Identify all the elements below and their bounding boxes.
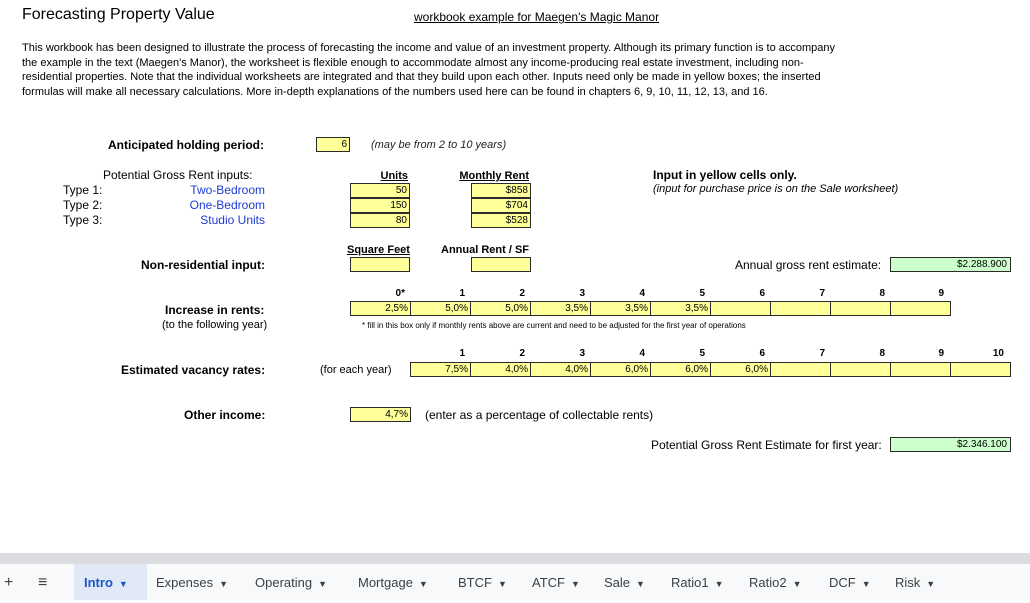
increase-year-header: 9	[938, 288, 944, 299]
increase-rate-input[interactable]	[710, 301, 771, 316]
units-type-2-input[interactable]: 150	[350, 198, 410, 213]
tab-dcf[interactable]	[819, 564, 881, 600]
tab-operating[interactable]	[245, 564, 337, 600]
tab-mortgage[interactable]	[348, 564, 438, 600]
chevron-down-icon[interactable]: ▼	[418, 579, 428, 589]
annual-rent-sf-input[interactable]	[471, 257, 531, 272]
tab-label: Intro	[84, 575, 113, 590]
type-3-label: Type 3:	[63, 213, 103, 227]
type-1-name: Two-Bedroom	[190, 183, 265, 197]
vacancy-year-header: 5	[699, 348, 705, 359]
chevron-down-icon[interactable]: ▼	[497, 579, 507, 589]
vacancy-year-header: 3	[579, 348, 585, 359]
tab-label: BTCF	[458, 575, 492, 590]
vacancy-note: (for each year)	[320, 364, 392, 376]
type-3-name: Studio Units	[200, 213, 265, 227]
vacancy-rate-input[interactable]	[890, 362, 951, 377]
increase-year-header: 1	[459, 288, 465, 299]
vacancy-year-header: 8	[879, 348, 885, 359]
tab-label: Operating	[255, 575, 313, 590]
holding-period-label: Anticipated holding period:	[108, 138, 264, 152]
vacancy-year-header: 4	[639, 348, 645, 359]
holding-period-note: (may be from 2 to 10 years)	[371, 139, 507, 151]
monthly-rent-header: Monthly Rent	[459, 170, 529, 182]
increase-year-header: 8	[879, 288, 885, 299]
vacancy-year-header: 10	[992, 348, 1004, 359]
vacancy-year-header: 1	[459, 348, 465, 359]
increase-year-header: 3	[579, 288, 585, 299]
all-sheets-menu-icon[interactable]: ≡	[38, 574, 48, 591]
other-income-input[interactable]: 4,7%	[350, 407, 411, 422]
description-text: This workbook has been designed to illustrate the process of forecasting the income and value of an investment property. Although its primary function is to accompany the example in the text (Maegen's Manor), the worksheet is flexible enough to accommodate almost any income-producing real estate investment, including non-residential properties. Note that the individual worksheets are integrated and that they build upon each other. Inputs need only be made in yellow boxes; the inserted formulas will make all necessary calculations. More in-depth explanations of the numbers used here can be found in chapters 6, 9, 10, 11, 12, 13, and 16.	[22, 42, 836, 98]
rent-type-2-input[interactable]: $704	[471, 198, 531, 213]
increase-rate-input[interactable]: 5,0%	[410, 301, 471, 316]
rent-type-3-input[interactable]: $528	[471, 213, 531, 228]
vacancy-rate-input[interactable]: 4,0%	[530, 362, 591, 377]
chevron-down-icon[interactable]: ▼	[861, 579, 871, 589]
holding-period-input[interactable]: 6	[316, 137, 350, 152]
units-type-1-input[interactable]: 50	[350, 183, 410, 198]
input-note-sub: (input for purchase price is on the Sale worksheet)	[653, 183, 899, 195]
chevron-down-icon[interactable]: ▼	[926, 579, 936, 589]
increase-year-header: 7	[819, 288, 825, 299]
tab-sale[interactable]	[594, 564, 655, 600]
pgr-estimate-label: Potential Gross Rent Estimate for first year:	[651, 438, 882, 452]
square-feet-header: Square Feet	[347, 244, 410, 256]
add-sheet-icon[interactable]: +	[4, 574, 14, 591]
annual-gross-rent-label: Annual gross rent estimate:	[735, 258, 882, 272]
increase-rate-input[interactable]	[890, 301, 951, 316]
increase-rate-input[interactable]: 3,5%	[530, 301, 591, 316]
page-subtitle: workbook example for Maegen's Magic Manor	[414, 10, 660, 24]
vacancy-rate-input[interactable]: 6,0%	[710, 362, 771, 377]
chevron-down-icon[interactable]: ▼	[219, 579, 229, 589]
chevron-down-icon[interactable]: ▼	[118, 579, 128, 589]
vacancy-rate-input[interactable]	[770, 362, 831, 377]
annual-gross-rent-value: $2.288.900	[890, 257, 1011, 272]
vacancy-rate-input[interactable]: 7,5%	[410, 362, 471, 377]
vacancy-year-header: 6	[759, 348, 765, 359]
increase-rate-input[interactable]: 3,5%	[650, 301, 711, 316]
units-type-3-input[interactable]: 80	[350, 213, 410, 228]
increase-year-header: 6	[759, 288, 765, 299]
increase-year-header: 5	[699, 288, 705, 299]
type-1-label: Type 1:	[63, 183, 103, 197]
vacancy-label: Estimated vacancy rates:	[121, 363, 266, 377]
tab-atcf[interactable]	[522, 564, 590, 600]
tab-ratio2[interactable]	[739, 564, 812, 600]
annual-rent-sf-header: Annual Rent / SF	[441, 244, 529, 256]
tab-expenses[interactable]	[146, 564, 238, 600]
increase-rate-input[interactable]: 3,5%	[590, 301, 651, 316]
nonres-label: Non-residential input:	[141, 258, 265, 272]
tab-label: Sale	[604, 575, 631, 590]
tab-label: Risk	[895, 575, 921, 590]
vacancy-rate-input[interactable]: 6,0%	[590, 362, 651, 377]
vacancy-year-header: 9	[938, 348, 944, 359]
increase-year-header: 2	[519, 288, 525, 299]
tab-intro[interactable]	[74, 564, 147, 600]
page-title: Forecasting Property Value	[22, 6, 215, 23]
pgr-estimate-value: $2.346.100	[890, 437, 1011, 452]
type-2-name: One-Bedroom	[189, 198, 265, 212]
increase-year-header: 4	[639, 288, 645, 299]
tab-btcf[interactable]	[448, 564, 517, 600]
square-feet-input[interactable]	[350, 257, 410, 272]
tab-label: Ratio1	[671, 575, 709, 590]
tab-label: Expenses	[156, 575, 214, 590]
increase-rate-input[interactable]: 2,5%	[350, 301, 411, 316]
increase-label: Increase in rents:	[165, 303, 265, 317]
increase-sublabel: (to the following year)	[162, 319, 268, 331]
increase-footnote: * fill in this box only if monthly rents above are current and need to be adjusted for the first year of operations	[362, 321, 746, 330]
rent-type-1-input[interactable]: $858	[471, 183, 531, 198]
increase-rate-input[interactable]: 5,0%	[470, 301, 531, 316]
input-note-title: Input in yellow cells only.	[653, 168, 797, 182]
vacancy-rate-input[interactable]: 6,0%	[650, 362, 711, 377]
chevron-down-icon[interactable]: ▼	[714, 579, 724, 589]
chevron-down-icon[interactable]: ▼	[636, 579, 645, 589]
rent-inputs-label: Potential Gross Rent inputs:	[103, 168, 253, 182]
chevron-down-icon[interactable]: ▼	[318, 579, 328, 589]
tab-label: ATCF	[532, 575, 565, 590]
vacancy-rate-input[interactable]: 4,0%	[470, 362, 531, 377]
tab-risk[interactable]	[885, 564, 945, 600]
chevron-down-icon[interactable]: ▼	[792, 579, 802, 589]
vacancy-rate-input[interactable]	[950, 362, 1011, 377]
tab-label: DCF	[829, 575, 856, 590]
chevron-down-icon[interactable]: ▼	[570, 579, 580, 589]
units-header: Units	[380, 170, 408, 182]
tab-label: Mortgage	[358, 575, 413, 590]
increase-rate-input[interactable]	[770, 301, 831, 316]
other-income-note: (enter as a percentage of collectable rents)	[425, 408, 654, 422]
increase-rate-input[interactable]	[830, 301, 891, 316]
tab-ratio1[interactable]	[661, 564, 734, 600]
vacancy-year-header: 2	[519, 348, 525, 359]
tab-label: Ratio2	[749, 575, 787, 590]
sheet-tab-bar	[0, 563, 1030, 600]
horizontal-scrollbar[interactable]	[0, 553, 1030, 563]
increase-year-header: 0*	[395, 288, 405, 299]
type-2-label: Type 2:	[63, 198, 103, 212]
vacancy-rate-input[interactable]	[830, 362, 891, 377]
other-income-label: Other income:	[184, 408, 266, 422]
vacancy-year-header: 7	[819, 348, 825, 359]
